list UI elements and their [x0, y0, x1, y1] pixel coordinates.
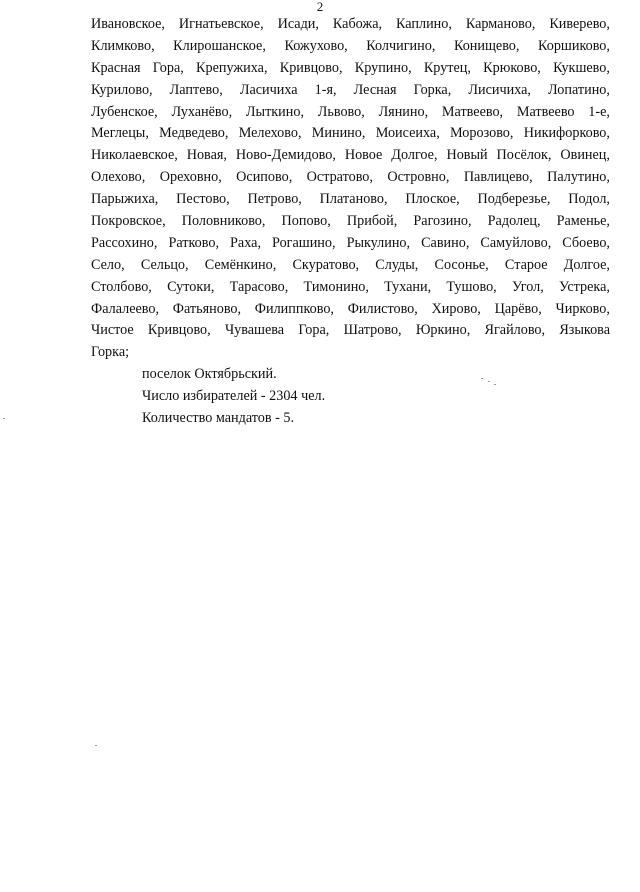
list-word: Раха,: [230, 234, 261, 251]
list-line: [91, 255, 610, 277]
list-word: Морозово,: [450, 125, 514, 142]
list-word: Карманово,: [465, 16, 536, 32]
list-word: Павлицево,: [463, 169, 533, 186]
list-word: Курилово,: [91, 81, 153, 98]
list-word: Раменье,: [556, 213, 610, 230]
list-word: Чирково,: [555, 300, 610, 317]
list-word: Царёво,: [494, 300, 542, 317]
list-word: Остратово,: [306, 169, 373, 186]
list-word: Парыжиха,: [91, 191, 159, 208]
list-line: [91, 299, 610, 321]
list-word: Осипово,: [236, 169, 293, 186]
list-line: [91, 58, 610, 80]
list-word: Юркино,: [415, 322, 471, 339]
list-word: Столбово,: [91, 278, 152, 295]
mandates-count-line: Количество мандатов - 5.: [142, 410, 295, 427]
list-word: Семёнкино,: [204, 256, 277, 273]
list-word: Меглецы,: [91, 125, 149, 142]
list-word: Фатьяново,: [172, 300, 242, 317]
list-word: Радолец,: [487, 213, 541, 230]
list-word: Игнатьевское,: [178, 16, 264, 32]
list-word: Никифорково,: [523, 125, 610, 142]
list-word: Рассохино,: [91, 234, 158, 251]
list-line: [91, 342, 610, 364]
list-word: Новый: [446, 147, 488, 164]
list-word: Самуйлово,: [480, 234, 552, 251]
list-word: Сутоки,: [167, 278, 215, 295]
list-word: Новая,: [186, 147, 227, 164]
list-word: Крутец,: [423, 59, 471, 76]
list-word: Ивановское,: [91, 16, 165, 32]
list-word: 1-е,: [588, 103, 610, 120]
list-line: [91, 36, 610, 58]
list-word: Сбоево,: [562, 234, 610, 251]
list-word: 1-я,: [314, 81, 337, 98]
list-word: Николаевское,: [91, 147, 178, 164]
list-line: [91, 320, 610, 342]
list-word: Горка,: [413, 81, 452, 98]
list-word: Кабожа,: [332, 16, 383, 32]
list-word: Пестово,: [176, 191, 230, 208]
list-word: Рыкулино,: [346, 234, 411, 251]
list-word: Исади,: [277, 16, 319, 32]
list-word: Крупино,: [354, 59, 412, 76]
scan-speck: [3, 418, 5, 419]
list-word: Хирово,: [431, 300, 481, 317]
list-line: [91, 189, 610, 211]
list-word: Ново-Демидово,: [235, 147, 336, 164]
list-word: Красная: [91, 59, 141, 76]
list-word: Климково,: [91, 37, 155, 54]
list-word: Рогашино,: [272, 234, 336, 251]
list-word: Крюково,: [483, 59, 541, 76]
list-word: Петрово,: [247, 191, 302, 208]
list-line: [91, 233, 610, 255]
list-word: Лисичиха,: [468, 81, 531, 98]
list-word: Платаново,: [319, 191, 388, 208]
page-number: 2: [316, 0, 324, 14]
list-word: Сельцо,: [140, 256, 189, 273]
list-line: [91, 277, 610, 299]
list-word: Тушово,: [446, 278, 497, 295]
list-word: Подберезье,: [477, 191, 551, 208]
list-word: Овинец,: [560, 147, 610, 164]
list-line: [91, 211, 610, 233]
list-word: Лубенское,: [91, 103, 158, 120]
list-word: Островно,: [387, 169, 450, 186]
list-word: Тимонино,: [303, 278, 369, 295]
list-word: Скуратово,: [292, 256, 360, 273]
list-word: Ратково,: [168, 234, 220, 251]
list-word: Плоское,: [405, 191, 460, 208]
list-word: Половниково,: [181, 213, 266, 230]
list-word: Кривцово,: [279, 59, 343, 76]
list-line: [91, 102, 610, 124]
list-word: Рагозино,: [413, 213, 472, 230]
settlement-list: [91, 14, 610, 364]
list-word: Гора,: [152, 59, 184, 76]
list-word: Матвеево: [516, 103, 575, 120]
list-word: Колчигино,: [366, 37, 436, 54]
list-word: Львово,: [317, 103, 365, 120]
list-word: Конищево,: [453, 37, 520, 54]
list-word: Лянино,: [378, 103, 429, 120]
list-word: Кукшево,: [553, 59, 610, 76]
list-word: Долгое,: [391, 147, 438, 164]
list-word: Ягайлово,: [484, 322, 546, 339]
document-body: [91, 14, 610, 430]
list-word: Село,: [91, 256, 125, 273]
list-word: Филистово,: [347, 300, 418, 317]
list-word: Лопатино,: [548, 81, 610, 98]
list-word: Каплино,: [396, 16, 452, 32]
list-word: Ореховно,: [159, 169, 222, 186]
list-word: Горка;: [91, 344, 130, 361]
voters-count-line: Число избирателей - 2304 чел.: [142, 388, 326, 405]
list-word: Гора,: [298, 322, 330, 339]
scan-speck: [488, 381, 490, 382]
list-word: Клирошанское,: [173, 37, 266, 54]
list-word: Крепужиха,: [196, 59, 268, 76]
list-line: [91, 123, 610, 145]
list-line: [91, 80, 610, 102]
list-word: Чистое: [91, 322, 134, 339]
list-word: Шатрово,: [343, 322, 402, 339]
list-line: [91, 14, 610, 36]
list-word: Киверево,: [549, 16, 610, 32]
list-word: Новое: [344, 147, 383, 164]
list-word: Палутино,: [547, 169, 610, 186]
list-word: Подол,: [568, 191, 610, 208]
list-word: Попово,: [281, 213, 331, 230]
list-word: Языкова: [559, 322, 610, 339]
list-word: Тухани,: [384, 278, 432, 295]
list-word: Фалалеево,: [91, 300, 160, 317]
list-word: Слуды,: [375, 256, 419, 273]
settlement-line: поселок Октябрьский.: [142, 366, 277, 383]
list-word: Старое: [504, 256, 548, 273]
scan-speck: [494, 384, 496, 385]
list-word: Филиппково,: [254, 300, 334, 317]
list-word: Устрека,: [559, 278, 610, 295]
list-word: Долгое,: [563, 256, 610, 273]
scan-speck: [95, 745, 97, 746]
list-word: Матвеево,: [441, 103, 504, 120]
scan-speck: [481, 378, 483, 379]
list-word: Угол,: [511, 278, 544, 295]
list-word: Лаптево,: [169, 81, 223, 98]
list-word: Кривцово,: [147, 322, 211, 339]
list-word: Мелехово,: [238, 125, 302, 142]
list-word: Прибой,: [346, 213, 398, 230]
list-word: Луханёво,: [171, 103, 233, 120]
list-word: Чувашева: [224, 322, 285, 339]
list-word: Лыткино,: [245, 103, 304, 120]
list-word: Савино,: [421, 234, 470, 251]
list-line: [91, 167, 610, 189]
list-word: Лесная: [353, 81, 397, 98]
list-word: Коршиково,: [537, 37, 610, 54]
list-word: Кожухово,: [284, 37, 348, 54]
list-word: Ласичиха: [239, 81, 298, 98]
list-word: Минино,: [311, 125, 366, 142]
list-word: Моисеиха,: [375, 125, 440, 142]
list-line: [91, 145, 610, 167]
list-word: Медведево,: [159, 125, 229, 142]
list-word: Посёлок,: [496, 147, 552, 164]
list-word: Олехово,: [91, 169, 146, 186]
list-word: Сосонье,: [434, 256, 489, 273]
list-word: Покровское,: [91, 213, 166, 230]
list-word: Тарасово,: [229, 278, 289, 295]
